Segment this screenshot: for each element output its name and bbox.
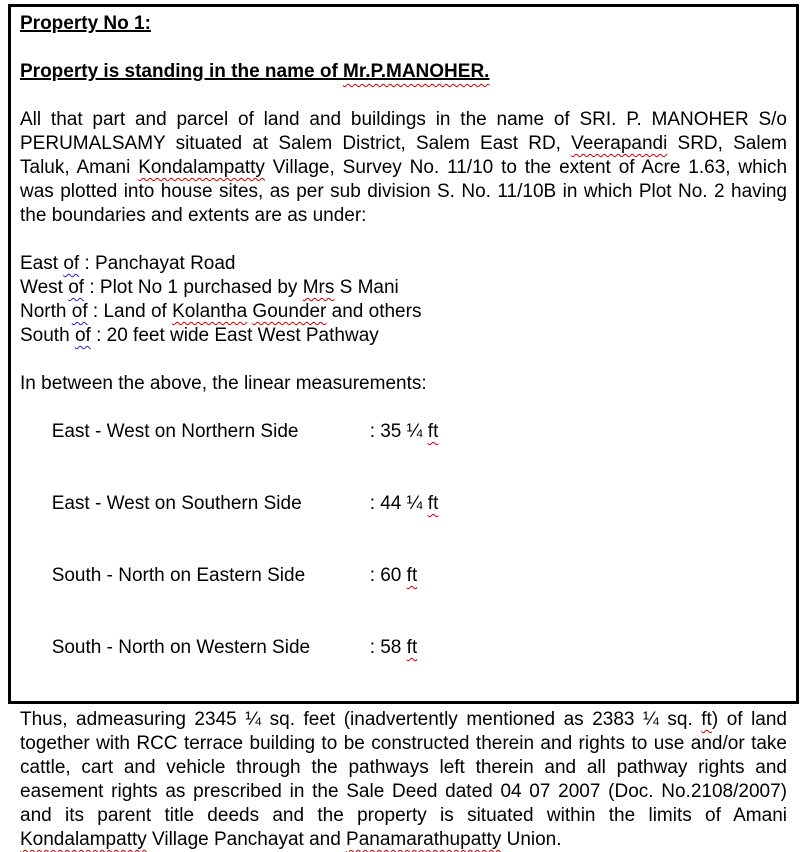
- squiggle-marked-text: ft: [427, 421, 439, 442]
- ownership-heading: [20, 60, 787, 84]
- squiggle-marked-text: Mrs: [302, 277, 335, 298]
- property-number-heading: [20, 12, 787, 36]
- boundary-line-north: [20, 300, 787, 324]
- squiggle-marked-text: of: [74, 325, 91, 346]
- measurement-value: [370, 565, 418, 586]
- text-run: Property No 1:: [20, 13, 151, 34]
- text-run: In between the above, the linear measurements:: [20, 373, 427, 394]
- text-run: Thus, admeasuring 2345 ¼ sq. feet (inadvertently mentioned as 2383 ¼ sq.: [20, 709, 702, 730]
- text-run: S Mani: [334, 277, 399, 298]
- text-run: West: [20, 277, 69, 298]
- measurement-value: [370, 421, 439, 442]
- text-run: East: [20, 253, 64, 274]
- text-run: : 44 ¼: [369, 493, 428, 514]
- text-run: Village, Survey No. 11/10 to the extent of Acre 1.63, which was plotted into house sites, as per sub division S. No. 11/10B in which Plot No. 2 having the boundaries and extents are as under:: [20, 157, 788, 226]
- text-run: North: [20, 301, 72, 322]
- property-description-paragraph: [20, 108, 787, 228]
- squiggle-marked-text: of: [68, 277, 85, 298]
- text-run: ) of land together with RCC terrace building to be constructed therein and rights to use and/or take cattle, cart and vehicle through the pathways left therein and all pathway rights and easement rights as prescribed in the Sale Deed dated 04 07 2007 (Doc. No.2108/2007) and its parent title deeds and the property is situated within the limits of Amani: [20, 709, 787, 826]
- admeasurement-summary-paragraph: [20, 708, 787, 852]
- squiggle-marked-text: Kondalampatty: [20, 829, 147, 850]
- measurement-label: South - North on Western Side: [51, 637, 311, 658]
- measurement-row: [20, 396, 787, 468]
- boundaries-list: [20, 252, 787, 348]
- squiggle-marked-text: ft: [701, 709, 712, 730]
- measurements-section: [20, 372, 787, 684]
- text-run: : 60: [369, 565, 407, 586]
- squiggle-marked-text: Gounder: [252, 301, 327, 322]
- document-page: [8, 4, 799, 850]
- squiggle-marked-text: Mr.P.MANOHER.: [343, 61, 490, 82]
- measurement-label: South - North on Eastern Side: [51, 565, 306, 586]
- text-run: and others: [326, 301, 422, 322]
- text-run: : Land of: [87, 301, 173, 322]
- squiggle-marked-text: Kondalampatty: [138, 157, 265, 178]
- squiggle-marked-text: ft: [406, 637, 418, 658]
- squiggle-marked-text: Panamarathupatty: [346, 829, 502, 850]
- boundary-line-west: [20, 276, 787, 300]
- squiggle-marked-text: of: [63, 253, 80, 274]
- text-run: : 35 ¼: [369, 421, 428, 442]
- text-run: SRD, Salem Taluk, Amani: [20, 133, 787, 178]
- text-run: Village Panchayat and: [146, 829, 347, 850]
- measurement-row: [20, 540, 787, 612]
- squiggle-marked-text: Veerapandi: [571, 133, 668, 154]
- text-run: Union.: [501, 829, 562, 850]
- squiggle-marked-text: ft: [427, 493, 439, 514]
- boundary-line-south: [20, 324, 787, 348]
- measurement-value: [370, 637, 418, 658]
- boundary-line-east: [20, 252, 787, 276]
- measurement-label: East - West on Southern Side: [51, 493, 302, 514]
- measurements-intro: [20, 372, 787, 396]
- text-run: : Panchayat Road: [79, 253, 236, 274]
- text-run: Property is standing in the name of: [20, 61, 344, 82]
- text-run: All that part and parcel of land and buildings in the name of SRI. P. MANOHER S/o PERUMALSAMY situated at Salem District, Salem East RD,: [20, 109, 787, 154]
- squiggle-marked-text: of: [71, 301, 88, 322]
- measurement-label: East - West on Northern Side: [51, 421, 299, 442]
- measurement-row: [20, 612, 787, 684]
- measurement-value: [370, 493, 439, 514]
- text-run: South: [20, 325, 75, 346]
- text-run: : 20 feet wide East West Pathway: [90, 325, 379, 346]
- text-run: : Plot No 1 purchased by: [84, 277, 303, 298]
- text-run: : 58: [369, 637, 407, 658]
- squiggle-marked-text: Kolantha: [172, 301, 248, 322]
- measurement-row: [20, 468, 787, 540]
- squiggle-marked-text: ft: [406, 565, 418, 586]
